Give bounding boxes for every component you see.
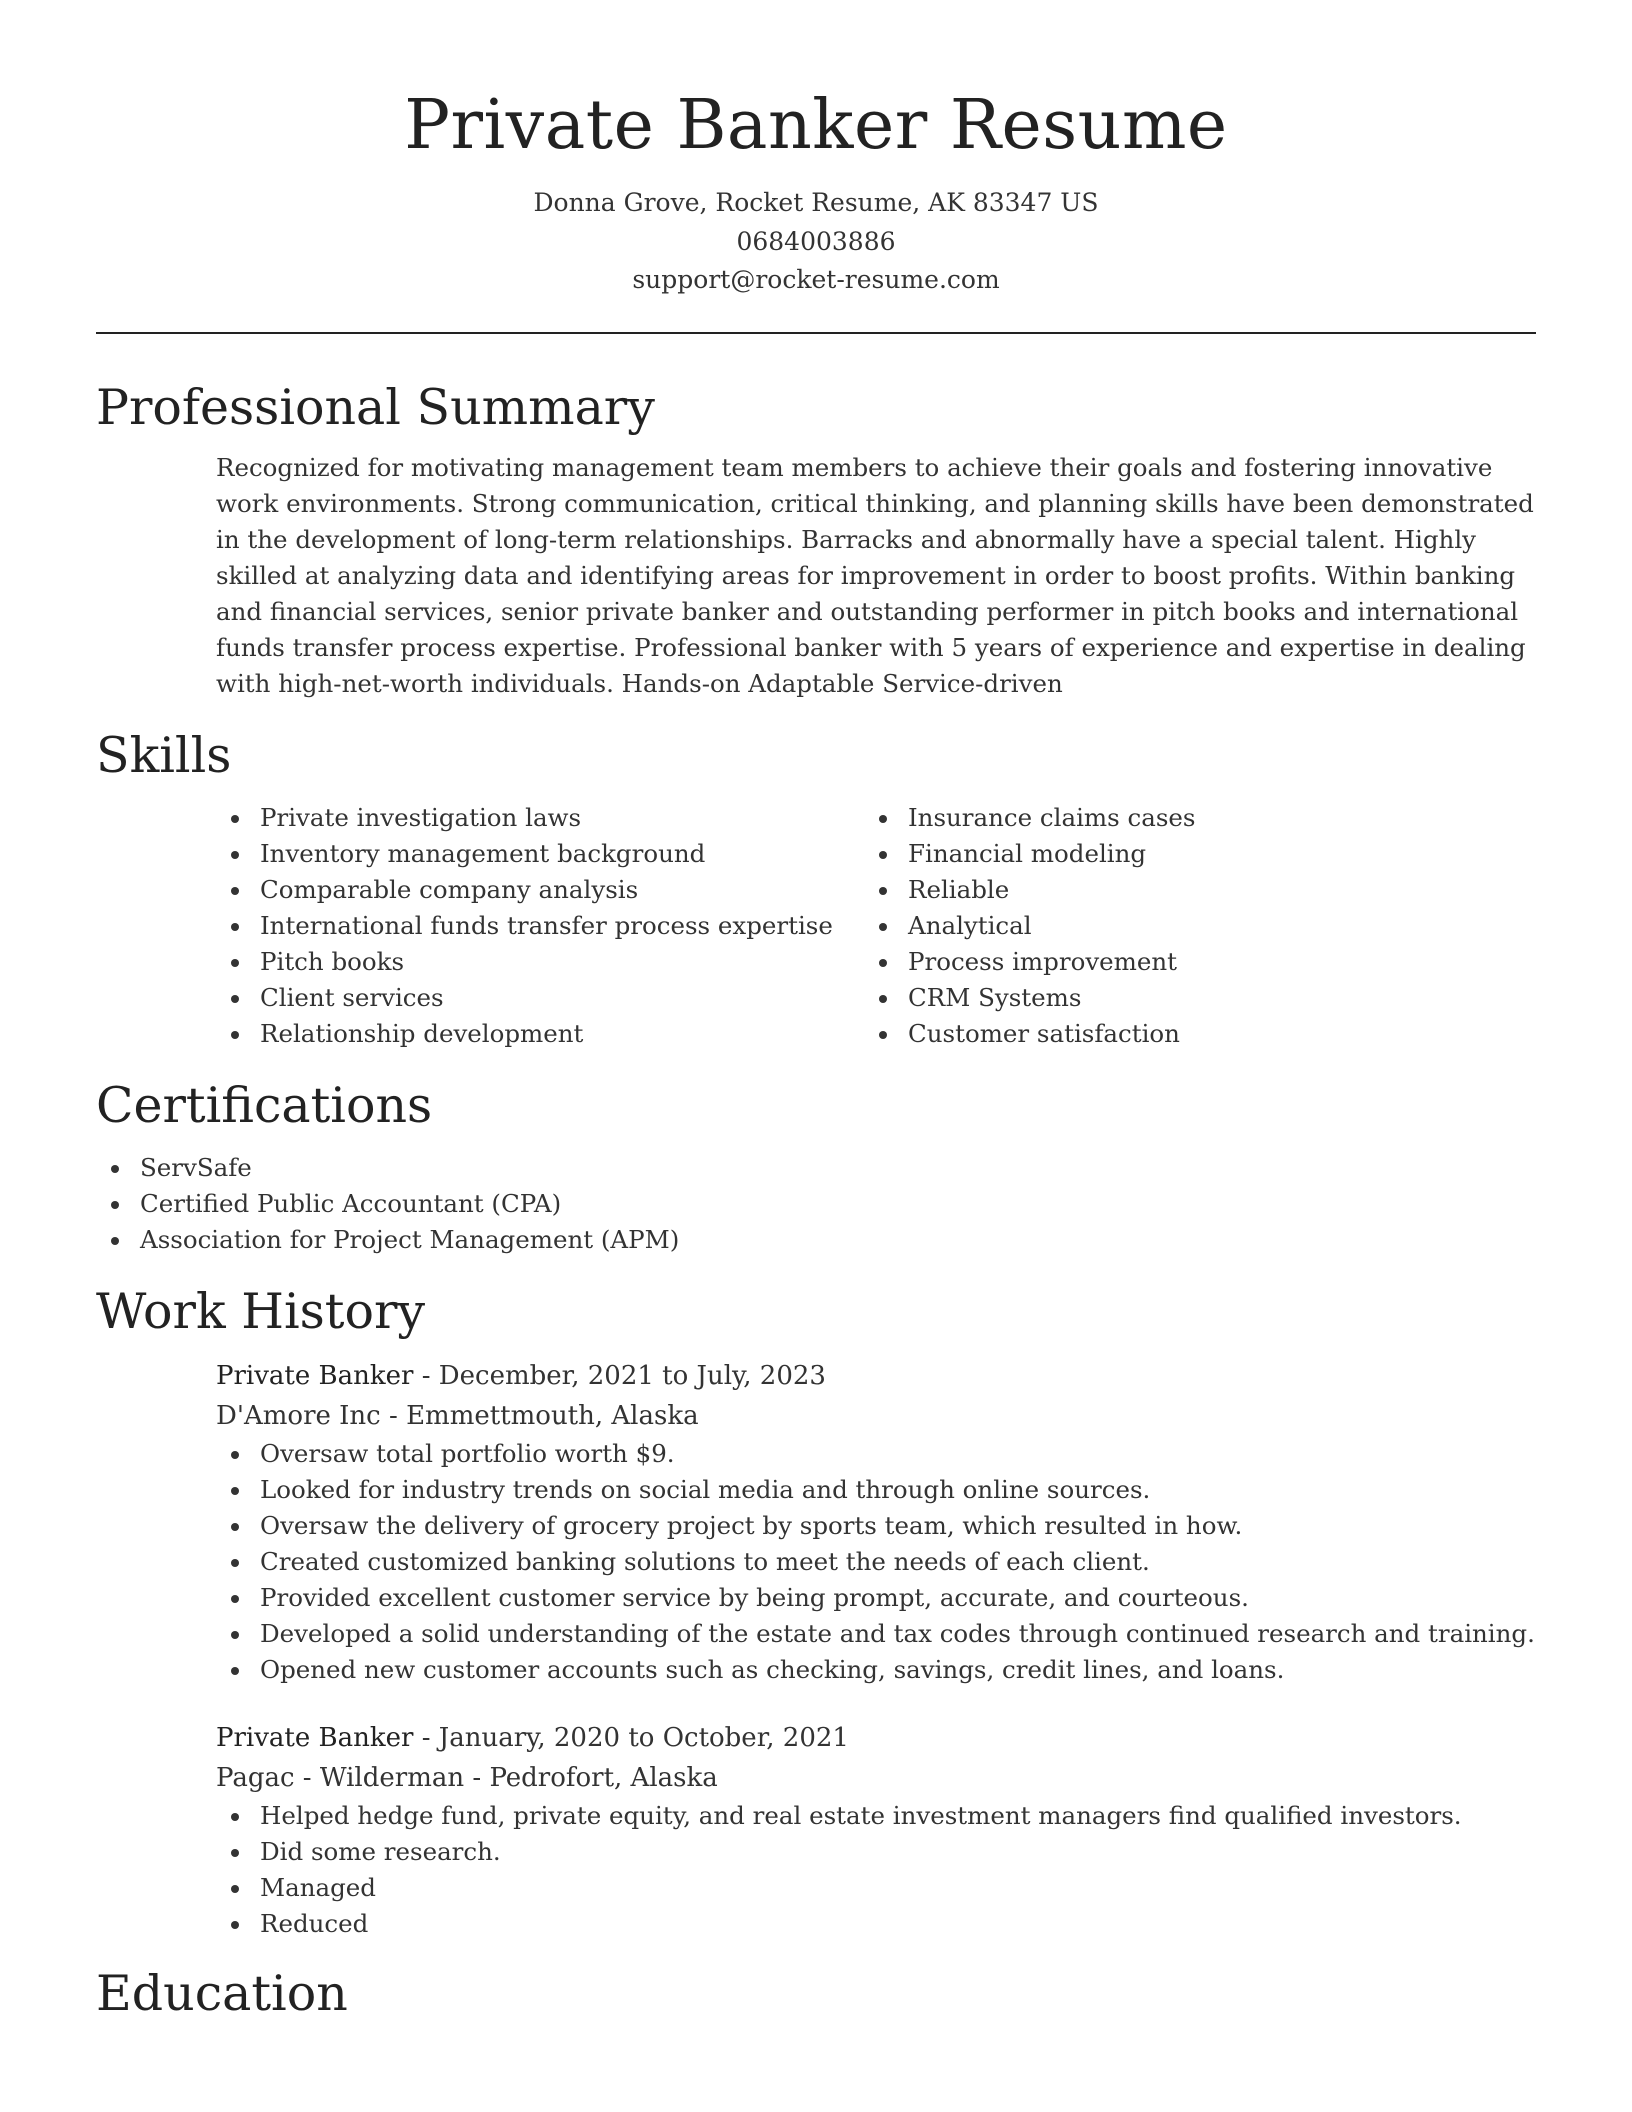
job-employer: D'Amore Inc — [216, 1400, 381, 1431]
certifications-heading: Certifications — [96, 1076, 433, 1134]
job-location: Pedrofort, Alaska — [489, 1762, 718, 1793]
page-title: Private Banker Resume — [404, 86, 1228, 165]
job-duty-item: Created customized banking solutions to meet the needs of each client. — [216, 1544, 1536, 1580]
contact-address: Donna Grove, Rocket Resume, AK 83347 US — [533, 188, 1099, 217]
contact-block — [96, 184, 1536, 300]
job-duty-item: Provided excellent customer service by being prompt, accurate, and courteous. — [216, 1580, 1536, 1616]
job-dates: December, 2021 to July, 2023 — [438, 1360, 826, 1391]
contact-email: support@rocket-resume.com — [632, 265, 1000, 294]
certification-item: Association for Project Management (APM) — [96, 1222, 1536, 1258]
summary-text: Recognized for motivating management team members to achieve their goals and fostering innovative work environments. Strong communication, critical thinking, and planning skills have been demonstrated in the development of long-term relationships. Barracks and abnormally have a special talent. Highly skilled at analyzing data and identifying areas for improvement in order to boost profits. Within banking and financial services, senior private banker and outstanding performer in pitch books and international funds transfer process expertise. Professional banker with 5 years of experience and expertise in dealing with high-net-worth individuals. Hands-on Adaptable Service-driven — [216, 452, 1534, 698]
skill-item: Analytical — [864, 908, 1512, 944]
skill-item: Insurance claims cases — [864, 800, 1512, 836]
skill-item: Process improvement — [864, 944, 1512, 980]
skill-item: Financial modeling — [864, 836, 1512, 872]
job-duty-item: Opened new customer accounts such as checking, savings, credit lines, and loans. — [216, 1652, 1536, 1688]
job-employer-line: Pagac - Wilderman - Pedrofort, Alaska — [216, 1762, 718, 1793]
contact-phone: 0684003886 — [736, 226, 896, 256]
job-entry — [216, 1718, 1536, 1942]
job-duty-item: Reduced — [216, 1906, 1536, 1942]
job-dates: January, 2020 to October, 2021 — [438, 1722, 849, 1753]
job-role: Private Banker — [216, 1360, 414, 1391]
skill-item: Reliable — [864, 872, 1512, 908]
header-divider — [96, 332, 1536, 334]
job-role: Private Banker — [216, 1722, 414, 1753]
resume-page — [96, 0, 1536, 2026]
job-duty-item: Did some research. — [216, 1834, 1536, 1870]
work-history-heading: Work History — [96, 1282, 426, 1340]
certification-item: ServSafe — [96, 1150, 1536, 1186]
skill-item: Inventory management background — [216, 836, 864, 872]
skill-item: Relationship development — [216, 1016, 864, 1052]
job-duty-item: Oversaw total portfolio worth $9. — [216, 1436, 1536, 1472]
job-title-line: Private Banker - December, 2021 to July, 2023 — [216, 1360, 826, 1391]
skill-item: Comparable company analysis — [216, 872, 864, 908]
skill-item: Pitch books — [216, 944, 864, 980]
job-duty-item: Looked for industry trends on social media and through online sources. — [216, 1472, 1536, 1508]
job-duty-item: Developed a solid understanding of the estate and tax codes through continued research and training. — [216, 1616, 1536, 1652]
job-location: Emmettmouth, Alaska — [406, 1400, 699, 1431]
job-duty-item: Helped hedge fund, private equity, and real estate investment managers find qualified investors. — [216, 1798, 1536, 1834]
skill-item: International funds transfer process expertise — [216, 908, 864, 944]
skill-item: Client services — [216, 980, 864, 1016]
skills-column-right — [864, 800, 1512, 1052]
skills-column-left — [216, 800, 864, 1052]
job-duty-item: Oversaw the delivery of grocery project by sports team, which resulted in how. — [216, 1508, 1536, 1544]
skill-item: Private investigation laws — [216, 800, 864, 836]
job-duty-item: Managed — [216, 1870, 1536, 1906]
skills-heading: Skills — [96, 726, 232, 784]
education-heading: Education — [96, 1964, 348, 2022]
skills-list — [216, 800, 1536, 1052]
job-employer-line: D'Amore Inc - Emmettmouth, Alaska — [216, 1400, 699, 1431]
job-employer: Pagac - Wilderman — [216, 1762, 465, 1793]
certification-item: Certified Public Accountant (CPA) — [96, 1186, 1536, 1222]
skill-item: CRM Systems — [864, 980, 1512, 1016]
job-duties-list — [216, 1798, 1536, 1942]
summary-heading: Professional Summary — [96, 378, 655, 436]
skill-item: Customer satisfaction — [864, 1016, 1512, 1052]
certifications-list — [96, 1150, 1536, 1258]
job-title-line: Private Banker - January, 2020 to October, 2021 — [216, 1722, 849, 1753]
job-entry — [216, 1356, 1536, 1688]
job-duties-list — [216, 1436, 1536, 1688]
